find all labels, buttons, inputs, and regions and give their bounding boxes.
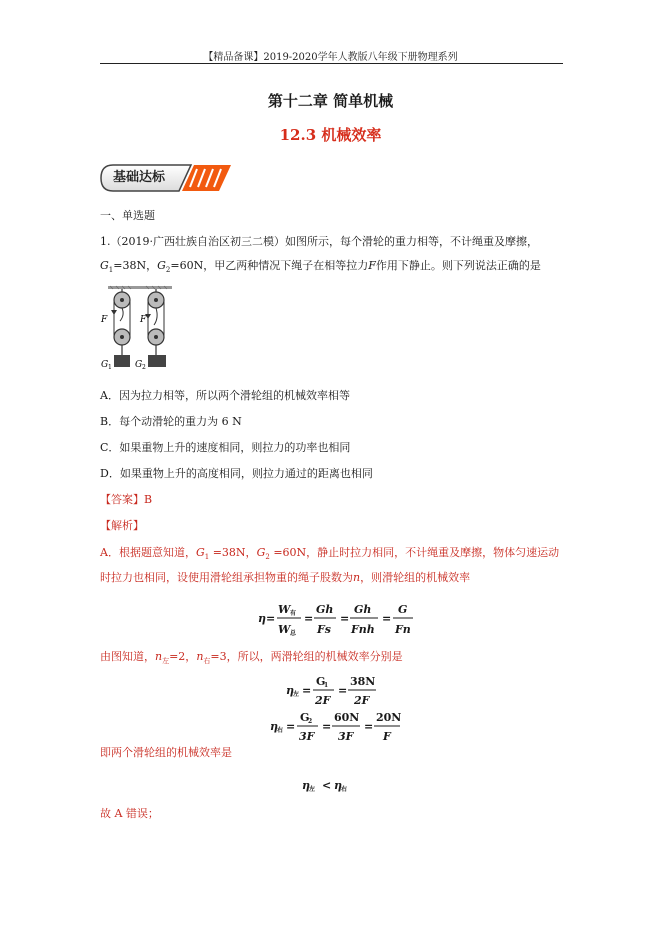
- answer-label: 【答案】: [100, 493, 144, 506]
- svg-text:=: =: [322, 720, 332, 733]
- svg-text:Gh: Gh: [354, 603, 372, 616]
- option-a: A．因为拉力相等，所以两个滑轮组的机械效率相等: [100, 389, 350, 402]
- svg-text:=: =: [302, 684, 312, 697]
- label-g2: G: [135, 360, 143, 370]
- svg-text:总: 总: [290, 630, 297, 637]
- svg-text:1: 1: [324, 682, 329, 689]
- svg-text:Fn: Fn: [395, 623, 411, 636]
- efficiency-equation: [256, 596, 426, 640]
- var-g: G: [157, 259, 166, 272]
- efficiency-right-equation: [268, 706, 408, 746]
- svg-text:G: G: [316, 675, 326, 688]
- svg-text:有: 有: [290, 610, 297, 617]
- svg-text:38N: 38N: [350, 675, 376, 688]
- svg-text:2: 2: [308, 718, 313, 725]
- label-f-left: F: [101, 315, 108, 325]
- svg-text:η: η: [286, 684, 294, 697]
- svg-text:左: 左: [309, 786, 316, 793]
- analysis-line-1: A．根据题意知道，$G_1 =38N$，$G_2 =60N$，静止时拉力相同，不计绳重及摩擦，物体匀速运动: [100, 546, 560, 562]
- header-divider: [100, 63, 563, 64]
- svg-text:W: W: [278, 603, 291, 616]
- value-text: 作用下静止。则下列说法正确的是: [375, 259, 541, 272]
- answer-line: [100, 493, 152, 507]
- svg-text:3F: 3F: [338, 730, 354, 743]
- page-header: 【精品备课】2019-2020学年人教版八年级下册物理系列: [203, 52, 458, 63]
- svg-text:20N: 20N: [376, 711, 402, 724]
- label-g1: G: [101, 360, 109, 370]
- var-f: F: [368, 259, 376, 272]
- section-title: 12.3 机械效率: [279, 126, 382, 144]
- right-pulley-system: [145, 289, 166, 367]
- svg-text:η: η: [258, 612, 266, 625]
- var-g: G: [100, 259, 109, 272]
- svg-text:F: F: [383, 730, 391, 743]
- svg-text:W: W: [278, 623, 291, 636]
- answer-value: B: [144, 493, 153, 506]
- option-c: C．如果重物上升的速度相同，则拉力的功率也相同: [100, 441, 351, 454]
- question-type-heading: 一、单选题: [100, 209, 155, 222]
- svg-text:=: =: [338, 684, 348, 697]
- option-b: B．每个动滑轮的重力为 6 N: [100, 415, 242, 428]
- svg-text:左: 左: [293, 691, 300, 698]
- svg-text:2F: 2F: [315, 694, 331, 707]
- label-g1-sub: 1: [108, 364, 112, 371]
- svg-text:η: η: [334, 779, 342, 792]
- label-g2-sub: 2: [142, 364, 146, 371]
- analysis-line-4: 即两个滑轮组的机械效率是: [100, 746, 232, 759]
- option-d: D．如果重物上升的高度相同，则拉力通过的距离也相同: [100, 467, 373, 480]
- efficiency-left-equation: [284, 670, 394, 710]
- svg-text:=: =: [340, 612, 350, 625]
- svg-text:=: =: [382, 612, 392, 625]
- section-badge: [99, 163, 239, 193]
- value-text: =38N，: [113, 259, 158, 272]
- efficiency-comparison: [300, 776, 380, 796]
- svg-text:2F: 2F: [354, 694, 370, 707]
- svg-text:η: η: [302, 779, 310, 792]
- svg-text:Fs: Fs: [317, 623, 332, 636]
- svg-text:=: =: [304, 612, 314, 625]
- analysis-line-2: 时拉力也相同，设使用滑轮组承担物重的绳子股数为n，则滑轮组的机械效率: [100, 571, 471, 584]
- svg-text:G: G: [300, 711, 310, 724]
- svg-text:3F: 3F: [299, 730, 315, 743]
- left-pulley-system: [111, 289, 130, 367]
- svg-text:Fnh: Fnh: [351, 623, 375, 636]
- svg-text:=: =: [364, 720, 374, 733]
- analysis-line-3: 由图知道，$n_左=2$，$n_右=3$，所以，两滑轮组的机械效率分别是: [100, 650, 403, 666]
- analysis-label: 【解析】: [100, 519, 144, 532]
- question-line-2: [100, 259, 541, 277]
- svg-text:右: 右: [341, 786, 348, 793]
- svg-text:60N: 60N: [334, 711, 360, 724]
- badge-label: 基础达标: [112, 170, 165, 185]
- svg-text:=: =: [266, 612, 276, 625]
- svg-text:Gh: Gh: [316, 603, 334, 616]
- svg-text:G: G: [398, 603, 408, 616]
- pulley-figure: [98, 285, 178, 375]
- svg-text:<: <: [322, 779, 332, 792]
- subscript: 2: [165, 266, 171, 275]
- analysis-conclusion: 故 A 错误；: [100, 807, 159, 820]
- chapter-title: 第十二章 简单机械: [267, 92, 394, 110]
- question-line-1: 1.（2019·广西壮族自治区初三二模）如图所示，每个滑轮的重力相等，不计绳重及摩擦，: [100, 235, 538, 248]
- value-text: =60N，甲乙两种情况下绳子在相等拉力: [170, 259, 369, 272]
- subscript: 1: [108, 266, 114, 275]
- label-f-right: F: [140, 315, 147, 325]
- svg-text:右: 右: [277, 727, 284, 734]
- svg-text:η: η: [270, 720, 278, 733]
- svg-text:=: =: [286, 720, 296, 733]
